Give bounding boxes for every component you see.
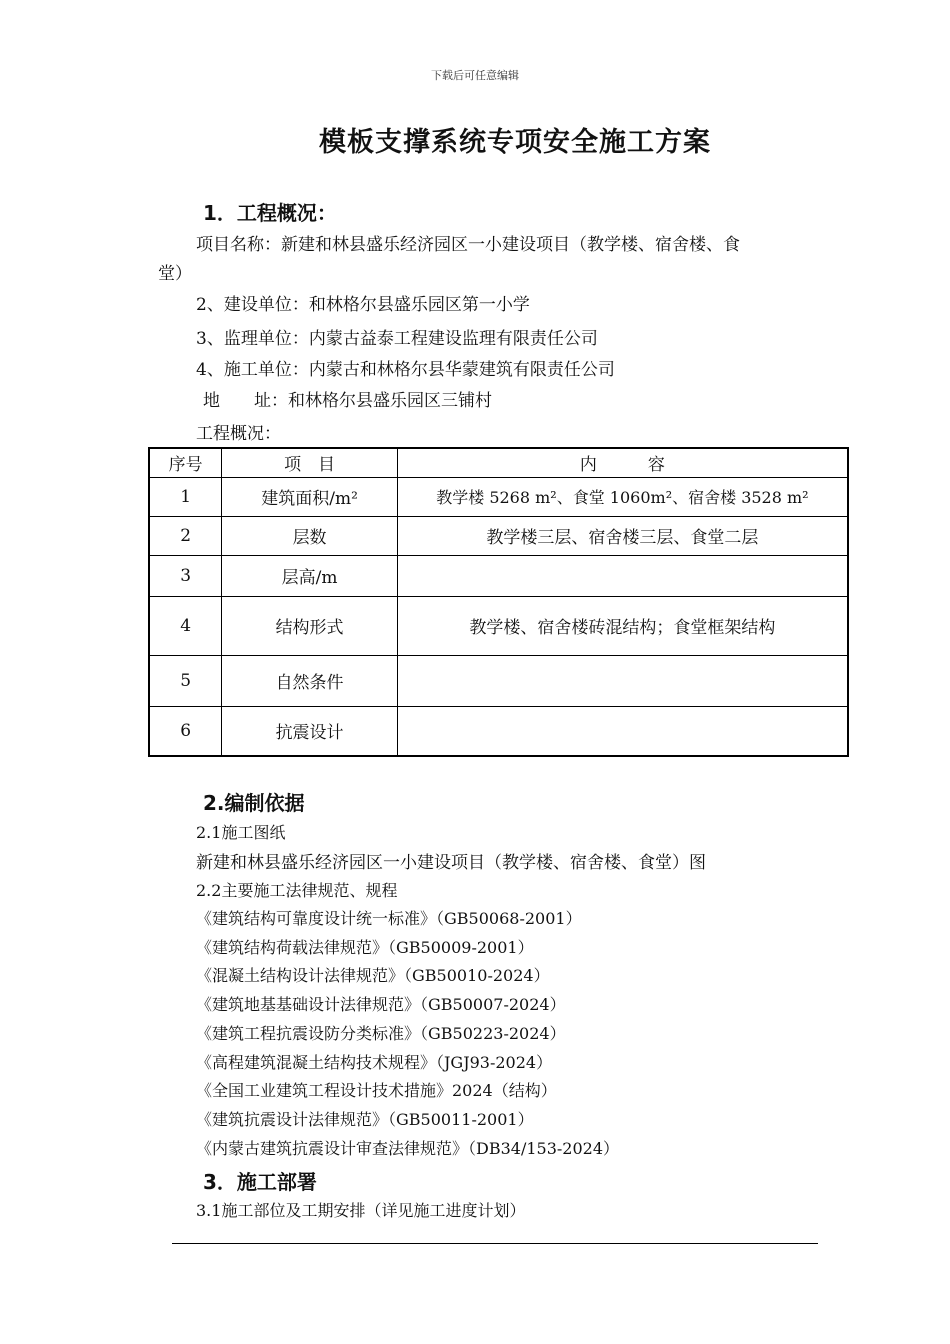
standard-item: 《混凝土结构设计法律规范》（GB50010-2024） <box>196 966 550 985</box>
cell-no: 1 <box>149 477 222 516</box>
cell-no: 5 <box>149 655 222 706</box>
subsection-drawings: 2.1施工图纸 <box>196 823 286 842</box>
cell-content: 教学楼、宿舍楼砖混结构；食堂框架结构 <box>397 596 848 655</box>
table-row <box>149 555 848 596</box>
header-note: 下载后可任意编辑 <box>431 69 519 82</box>
table-row <box>149 655 848 706</box>
footer-divider <box>172 1243 818 1244</box>
address-value: ：和林格尔县盛乐园区三铺村 <box>271 391 492 411</box>
section1-heading: 1．工程概况： <box>203 201 337 225</box>
contractor-line: 4、施工单位：内蒙古和林格尔县华蒙建筑有限责任公司 <box>196 360 615 380</box>
drawings-line: 新建和林县盛乐经济园区一小建设项目（教学楼、宿舍楼、食堂）图 <box>196 853 706 873</box>
header-no: 序号 <box>149 448 222 477</box>
supervisor-line: 3、监理单位：内蒙古益泰工程建设监理有限责任公司 <box>196 329 598 349</box>
section2-heading: 2.编制依据 <box>203 791 305 815</box>
cell-item: 抗震设计 <box>222 706 398 756</box>
document-title: 模板支撑系统专项安全施工方案 <box>319 127 711 158</box>
standard-item: 《建筑结构荷载法律规范》（GB50009-2001） <box>196 938 534 957</box>
header-content: 内 容 <box>397 448 848 477</box>
table-row <box>149 596 848 655</box>
cell-content: 教学楼 5268 m²、食堂 1060m²、宿舍楼 3528 m² <box>397 477 848 516</box>
cell-no: 2 <box>149 516 222 555</box>
cell-item: 层数 <box>222 516 398 555</box>
project-name-line1: 项目名称：新建和林县盛乐经济园区一小建设项目（教学楼、宿舍楼、食 <box>196 235 740 255</box>
standard-item: 《建筑抗震设计法律规范》（GB50011-2001） <box>196 1110 534 1129</box>
address-line <box>203 386 492 411</box>
cell-no: 6 <box>149 706 222 756</box>
table-row <box>149 516 848 555</box>
cell-item: 结构形式 <box>222 596 398 655</box>
cell-content: 教学楼三层、宿舍楼三层、食堂二层 <box>397 516 848 555</box>
cell-content <box>397 555 848 596</box>
cell-item: 自然条件 <box>222 655 398 706</box>
standard-item: 《建筑工程抗震设防分类标准》（GB50223-2024） <box>196 1024 566 1043</box>
standard-item: 《高程建筑混凝土结构技术规程》（JGJ93-2024） <box>196 1053 553 1072</box>
table-row <box>149 477 848 516</box>
header-item: 项 目 <box>222 448 398 477</box>
cell-item: 层高/m <box>222 555 398 596</box>
cell-no: 3 <box>149 555 222 596</box>
cell-item: 建筑面积/m² <box>222 477 398 516</box>
section3-heading: 3．施工部署 <box>203 1170 317 1194</box>
cell-content <box>397 706 848 756</box>
cell-content <box>397 655 848 706</box>
address-label: 地 址 <box>203 391 271 411</box>
table-header-row <box>149 448 848 477</box>
standard-item: 《建筑地基基础设计法律规范》（GB50007-2024） <box>196 995 566 1014</box>
standard-item: 《全国工业建筑工程设计技术措施》2024（结构） <box>196 1081 557 1100</box>
builder-line: 2、建设单位：和林格尔县盛乐园区第一小学 <box>196 295 530 315</box>
table-row <box>149 706 848 756</box>
standard-item: 《建筑结构可靠度设计统一标准》（GB50068-2001） <box>196 909 582 928</box>
overview-label: 工程概况： <box>196 424 281 444</box>
project-overview-table <box>148 447 849 757</box>
cell-no: 4 <box>149 596 222 655</box>
schedule-line: 3.1施工部位及工期安排（详见施工进度计划） <box>196 1201 526 1220</box>
standard-item: 《内蒙古建筑抗震设计审查法律规范》（DB34/153-2024） <box>196 1139 620 1158</box>
project-name-line2: 堂） <box>158 264 192 284</box>
subsection-standards: 2.2主要施工法律规范、规程 <box>196 881 398 900</box>
